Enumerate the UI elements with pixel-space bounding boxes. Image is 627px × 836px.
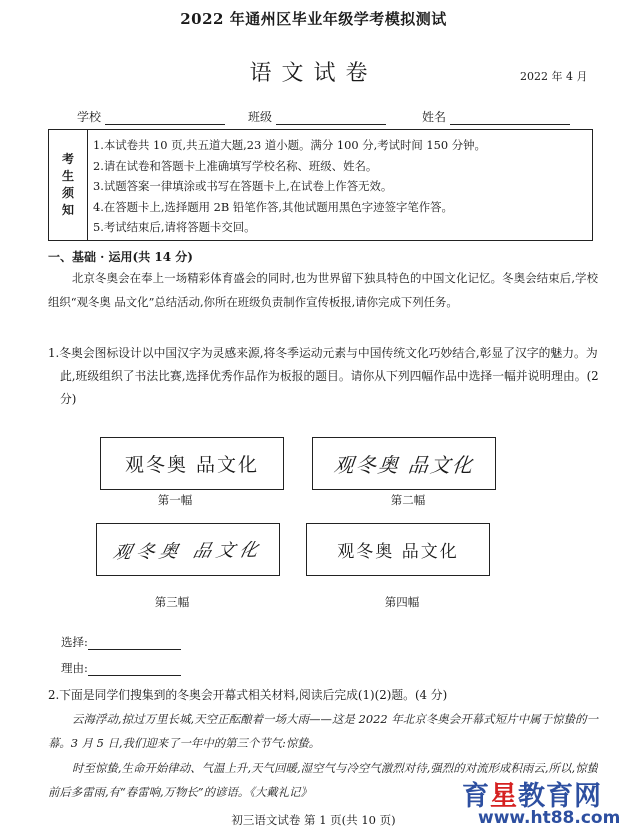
- watermark-text: 教育网: [518, 781, 602, 812]
- class-label: 班级: [248, 110, 273, 124]
- exam-notice-box: [48, 129, 593, 241]
- question-2-text: 2.下面是同学们搜集到的冬奥会开幕式相关材料,阅读后完成(1)(2)题。(4 分): [48, 688, 448, 702]
- name-blank[interactable]: [450, 111, 570, 125]
- notice-item: 3.试题答案一律填涂或书写在答题卡上,在试卷上作答无效。: [93, 179, 393, 193]
- watermark-url: www.ht88.com: [478, 808, 621, 828]
- work-caption-1: 第一幅: [157, 493, 193, 507]
- notice-item: 5.考试结束后,请将答题卡交回。: [93, 220, 256, 234]
- school-blank[interactable]: [105, 111, 225, 125]
- exam-title: 2022 年通州区毕业年级学考模拟测试: [180, 10, 447, 28]
- calligraphy-work-3[interactable]: [96, 523, 280, 576]
- calligraphy-text: 观冬奥 品文化: [332, 453, 476, 477]
- reason-label: 理由:: [61, 661, 88, 675]
- question-1-text: 1.冬奥会图标设计以中国汉字为灵感来源,将冬季运动元素与中国传统文化巧妙结合,彰显了汉字的魅力。为此,班级组织了书法比赛,选择优秀作品作为板报的题目。请你从下列四幅作品中选择一幅并说明理由。(2 分): [48, 346, 599, 406]
- notice-label-char: 生: [61, 169, 74, 183]
- calligraphy-work-2[interactable]: [312, 437, 496, 490]
- q2-material-para-1: 云海浮动,掠过万里长城,天空正酝酿着一场大雨——这是 2022 年北京冬奥会开幕式短片中属于惊蛰的一幕。3 月 5 日,我们迎来了一年中的第三个节气:惊蛰。: [48, 712, 598, 750]
- class-field[interactable]: [248, 108, 386, 125]
- notice-item: 1.本试卷共 10 页,共五道大题,23 道小题。满分 100 分,考试时间 150 分钟。: [93, 138, 486, 152]
- notice-label-char: 考: [61, 152, 74, 166]
- calligraphy-text: 观冬奥 品文化: [124, 454, 260, 476]
- exam-date: 2022 年 4 月: [520, 70, 588, 83]
- exam-subtitle: 语文试卷: [249, 61, 378, 86]
- choice-blank[interactable]: [88, 636, 181, 650]
- name-label: 姓名: [422, 110, 447, 124]
- name-field[interactable]: [422, 108, 570, 125]
- watermark-text: 星: [490, 781, 518, 812]
- class-blank[interactable]: [276, 111, 386, 125]
- choice-label: 选择:: [61, 635, 88, 649]
- page-footer: 初三语文试卷 第 1 页(共 10 页): [231, 813, 396, 827]
- work-caption-2: 第二幅: [390, 493, 426, 507]
- calligraphy-work-4[interactable]: [306, 523, 490, 576]
- work-caption-4: 第四幅: [384, 595, 420, 609]
- watermark-text: 育: [462, 781, 490, 812]
- school-label: 学校: [77, 110, 102, 124]
- q2-material-para-2: 时至惊蛰,生命开始律动、气温上升,天气回暖,湿空气与冷空气激烈对待,强烈的对流形成积雨云,所以,惊蛰前后多雷雨,有“春雷响,万物长”的谚语。《大戴礼记》: [48, 761, 598, 799]
- choice-answer[interactable]: [61, 634, 181, 650]
- notice-label-char: 须: [61, 186, 74, 200]
- reason-blank[interactable]: [88, 662, 181, 676]
- notice-item: 2.请在试卷和答题卡上准确填写学校名称、班级、姓名。: [93, 158, 378, 173]
- reason-answer[interactable]: [61, 660, 181, 676]
- notice-item: 4.在答题卡上,选择题用 2B 铅笔作答,其他试题用黑色字迹签字笔作答。: [93, 199, 453, 214]
- section-heading: 一、基础 · 运用(共 14 分): [48, 250, 193, 264]
- notice-label-char: 知: [61, 203, 74, 217]
- calligraphy-text: 观冬奥 品文化: [110, 539, 265, 563]
- notice-list: [93, 135, 486, 238]
- work-caption-3: 第三幅: [154, 595, 190, 609]
- school-field[interactable]: [77, 108, 225, 125]
- calligraphy-text: 观冬奥 品文化: [337, 542, 459, 562]
- site-watermark-logo: [462, 774, 621, 828]
- calligraphy-work-1[interactable]: [100, 437, 284, 490]
- section-intro: 北京冬奥会在奉上一场精彩体育盛会的同时,也为世界留下独具特色的中国文化记忆。冬奥会结束后,学校组织“观冬奥 品文化”总结活动,你所在班级负责制作宣传板报,请你完成下列任务。: [48, 271, 598, 309]
- notice-label: [49, 130, 88, 240]
